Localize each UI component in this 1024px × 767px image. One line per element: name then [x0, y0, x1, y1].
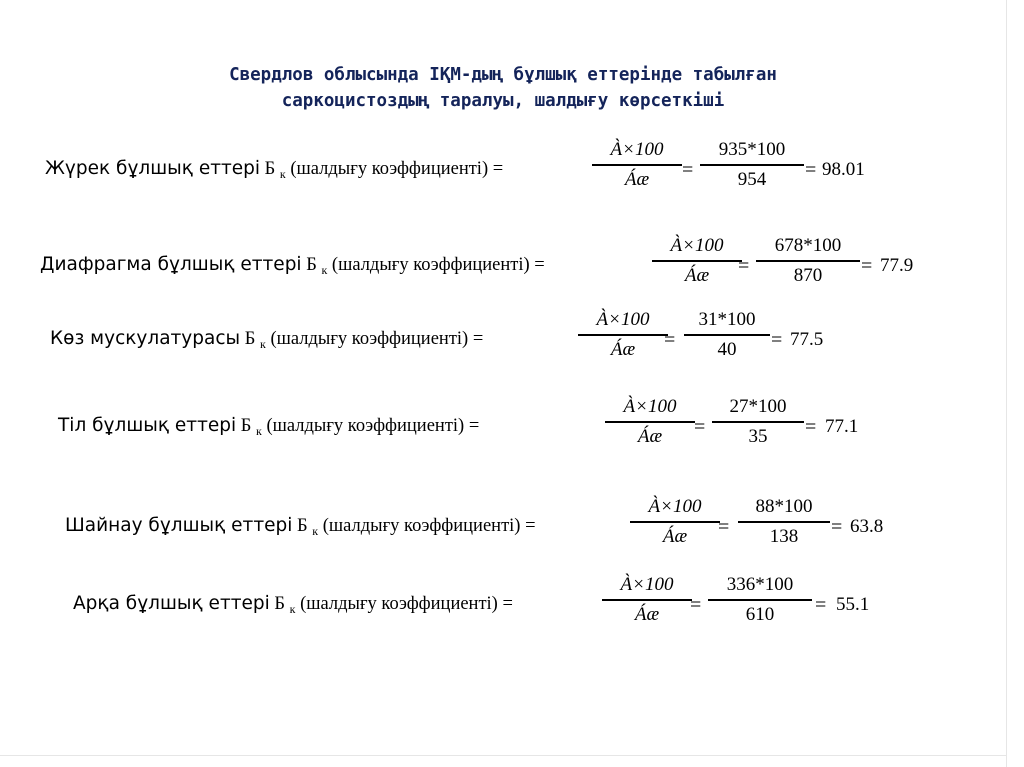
- result-value: 77.1: [825, 416, 859, 437]
- slide-bottom-edge: [0, 755, 1006, 756]
- equals-sign: =: [682, 159, 694, 181]
- equals-sign: =: [831, 516, 843, 538]
- result-value: 63.8: [850, 516, 884, 537]
- equals-sign: =: [771, 329, 783, 351]
- equals-sign: =: [664, 329, 676, 351]
- symbolic-fraction: À×100 Áæ: [578, 308, 668, 378]
- numeric-fraction: 935*100 954: [700, 138, 804, 208]
- symbolic-fraction: À×100 Áæ: [605, 395, 695, 465]
- numeric-fraction: 27*100 35: [712, 395, 804, 465]
- slide-title: [0, 62, 1006, 114]
- symbolic-fraction: À×100 Áæ: [602, 573, 692, 643]
- equals-sign: =: [718, 516, 730, 538]
- equals-sign: =: [694, 416, 706, 438]
- slide-right-edge: [1006, 0, 1007, 767]
- equals-sign: =: [738, 255, 750, 277]
- result-value: 55.1: [836, 594, 870, 615]
- numeric-fraction: 678*100 870: [756, 234, 860, 304]
- row-label: Шайнау бұлшық еттері Б $_к$ (шалдығу коэффициенті) =: [65, 515, 536, 538]
- equals-sign: =: [805, 159, 817, 181]
- numeric-fraction: 336*100 610: [708, 573, 812, 643]
- row-label: Диафрагма бұлшық еттері Б $_к$ (шалдығу коэффициенті) =: [40, 254, 545, 277]
- row-label: Арқа бұлшық еттері Б $_к$ (шалдығу коэффициенті) =: [73, 593, 513, 616]
- row-label: Тіл бұлшық еттері Б $_к$ (шалдығу коэффициенті) =: [58, 415, 480, 438]
- title-line-2: саркоцистоздың таралуы, шалдығу көрсеткіші: [281, 91, 725, 111]
- row-label: Көз мускулатурасы Б $_к$ (шалдығу коэффициенті) =: [50, 328, 484, 351]
- equals-sign: =: [815, 594, 827, 616]
- result-value: 77.9: [880, 255, 914, 276]
- equals-sign: =: [861, 255, 873, 277]
- numeric-fraction: 88*100 138: [738, 495, 830, 565]
- equals-sign: =: [690, 594, 702, 616]
- symbolic-fraction: À×100 Áæ: [630, 495, 720, 565]
- numeric-fraction: 31*100 40: [684, 308, 770, 378]
- equals-sign: =: [805, 416, 817, 438]
- result-value: 98.01: [822, 159, 865, 180]
- row-label: Жүрек бұлшық еттері Б $_к$ (шалдығу коэффициенті) =: [45, 158, 504, 181]
- symbolic-fraction: À×100 Áæ: [592, 138, 682, 208]
- title-line-1: Свердлов облысында ІҚМ-дың бұлшық еттерінде табылған: [229, 65, 777, 85]
- symbolic-fraction: À×100 Áæ: [652, 234, 742, 304]
- result-value: 77.5: [790, 329, 824, 350]
